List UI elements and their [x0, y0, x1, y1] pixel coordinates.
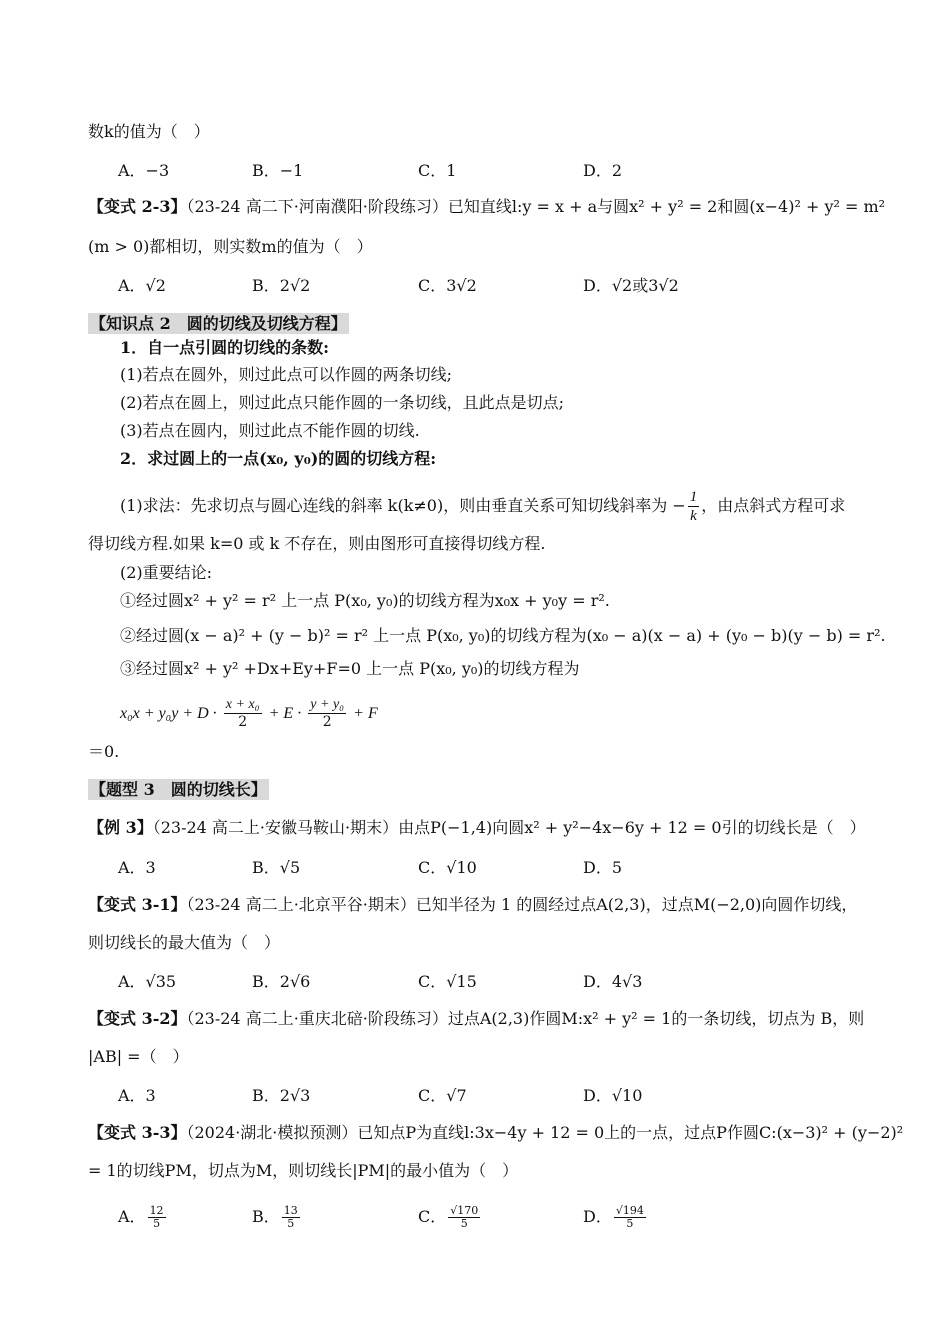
- option-fraction: [614, 1205, 646, 1230]
- option-a: A．3: [118, 858, 156, 877]
- option-a: A．√35: [118, 972, 177, 991]
- option-d: [583, 1202, 648, 1232]
- section-1-item-3: (3)若点在圆内，则过此点不能作圆的切线.: [120, 421, 420, 440]
- fraction-numerator: 1: [689, 489, 698, 505]
- option-c: C．1: [418, 161, 457, 180]
- option-b: [252, 1202, 302, 1232]
- option-b: B．2√6: [252, 972, 311, 991]
- fraction-numerator: y + y₀: [310, 697, 345, 712]
- option-a: A．3: [118, 1086, 156, 1105]
- option-a: [118, 1202, 168, 1232]
- conclusion-2: ②经过圆(x − a)² + (y − b)² = r² 上一点 P(x₀, y₀)的切线方程为(x₀ − a)(x − a) + (y₀ − b)(y − b) = r².: [120, 626, 886, 645]
- formula-end: ＝0.: [88, 742, 120, 761]
- option-d: D．√2或3√2: [583, 276, 679, 295]
- method-text-a: (1)求法：先求切点与圆心连线的斜率 k(k≠0)，则由垂直关系可知切线斜率为 −: [120, 496, 686, 515]
- variant-text: （23-24 高二上·北京平谷·期末）已知半径为 1 的圆经过点A(2,3)，过点M(−2,0)向圆作切线，: [186, 895, 858, 914]
- variant-text: （2024·湖北·模拟预测）已知点P为直线l:3x−4y + 12 = 0上的一点，过点P作圆C:(x−3)² + (y−2)²: [186, 1123, 904, 1142]
- option-a: A．−3: [118, 161, 170, 180]
- variant-3-3-line1: [88, 1122, 903, 1144]
- fraction-denominator: 2: [238, 714, 248, 730]
- option-a: A．√2: [118, 276, 166, 295]
- options-row-2-3: [118, 275, 818, 297]
- slope-fraction: [688, 488, 700, 525]
- options-row-3-2: [118, 1085, 818, 1107]
- options-row-3-3: [118, 1202, 818, 1232]
- variant-2-3-line2: (m > 0)都相切，则实数m的值为（ ）: [88, 237, 373, 256]
- variant-2-3-line1: [88, 196, 885, 218]
- question-type-heading: [88, 779, 269, 801]
- variant-3-2-line2: |AB| =（ ）: [88, 1047, 189, 1066]
- conclusion-3: ③经过圆x² + y² +Dx+Ey+F=0 上一点 P(x₀, y₀)的切线方程为: [120, 659, 580, 678]
- option-c: C．√7: [418, 1086, 467, 1105]
- variant-tag: 【变式 3-3】: [88, 1123, 187, 1142]
- variant-tag: 【变式 3-2】: [88, 1009, 187, 1028]
- option-fraction: [282, 1205, 300, 1230]
- fraction-denominator: k: [690, 508, 697, 524]
- option-d: D．2: [583, 161, 623, 180]
- option-c: C．3√2: [418, 276, 477, 295]
- options-row-ex3: [118, 857, 818, 879]
- option-c: [418, 1202, 482, 1232]
- knowledge-point-heading: [88, 313, 349, 335]
- option-d: D．√10: [583, 1086, 643, 1105]
- example-3-line1: [88, 817, 866, 839]
- conclusion-title: (2)重要结论:: [120, 563, 213, 582]
- option-c: C．√10: [418, 858, 477, 877]
- section-1-item-1: (1)若点在圆外，则过此点可以作圆的两条切线;: [120, 365, 453, 384]
- variant-3-1-line2: 则切线长的最大值为（ ）: [88, 933, 281, 952]
- option-letter: A．: [118, 1207, 146, 1226]
- formula-part-c: + F: [353, 705, 378, 722]
- formula-part-a: x₀x + y₀y + D ·: [120, 705, 217, 722]
- section-1-item-2: (2)若点在圆上，则过此点只能作圆的一条切线，且此点是切点;: [120, 393, 565, 412]
- variant-3-1-line1: [88, 894, 857, 916]
- variant-tag: 【变式 3-1】: [88, 895, 187, 914]
- knowledge-point-title: 【知识点 2 圆的切线及切线方程】: [90, 314, 347, 333]
- fraction-denominator: 5: [626, 1217, 634, 1230]
- example-text: （23-24 高二上·安徽马鞍山·期末）由点P(−1,4)向圆x² + y²−4x−6y + 12 = 0引的切线长是（ ）: [152, 818, 866, 837]
- example-tag: 【例 3】: [88, 818, 153, 837]
- fraction-numerator: √194: [615, 1204, 644, 1217]
- tangent-formula: [120, 696, 378, 731]
- question-type-title: 【题型 3 圆的切线长】: [90, 780, 267, 799]
- option-c: C．√15: [418, 972, 477, 991]
- fraction-denominator: 5: [287, 1217, 295, 1230]
- variant-tag: 【变式 2-3】: [88, 197, 187, 216]
- formula-fraction-x: [224, 696, 262, 731]
- method-text-b: ，由点斜式方程可求: [701, 496, 846, 515]
- fraction-numerator: √170: [450, 1204, 479, 1217]
- variant-3-2-line1: [88, 1008, 864, 1030]
- formula-part-b: + E ·: [268, 705, 302, 722]
- fraction-denominator: 2: [322, 714, 332, 730]
- option-fraction: [448, 1205, 480, 1230]
- variant-3-3-line2: = 1的切线PM，切点为M，则切线长|PM|的最小值为（ ）: [88, 1161, 519, 1180]
- option-d: D．4√3: [583, 972, 643, 991]
- method-line: [120, 488, 845, 525]
- option-b: B．−1: [252, 161, 304, 180]
- variant-text: （23-24 高二上·重庆北碚·阶段练习）过点A(2,3)作圆M:x² + y² = 1的一条切线，切点为 B，则: [186, 1009, 865, 1028]
- fraction-denominator: 5: [153, 1217, 161, 1230]
- option-fraction: [148, 1205, 166, 1230]
- option-b: B．2√2: [252, 276, 311, 295]
- fraction-numerator: x + x₀: [225, 697, 260, 712]
- option-letter: C．: [418, 1207, 447, 1226]
- conclusion-1: ①经过圆x² + y² = r² 上一点 P(x₀, y₀)的切线方程为x₀x + y₀y = r².: [120, 591, 610, 610]
- question-stem-tail: 数k的值为（ ）: [88, 122, 210, 141]
- formula-fraction-y: [308, 696, 346, 731]
- variant-text: （23-24 高二下·河南濮阳·阶段练习）已知直线l:y = x + a与圆x² + y² = 2和圆(x−4)² + y² = m²: [186, 197, 886, 216]
- method-line-2: 得切线方程.如果 k=0 或 k 不存在，则由图形可直接得切线方程.: [88, 534, 546, 553]
- fraction-denominator: 5: [460, 1217, 468, 1230]
- fraction-numerator: 13: [283, 1204, 298, 1217]
- option-b: B．2√3: [252, 1086, 311, 1105]
- fraction-numerator: 12: [149, 1204, 164, 1217]
- option-letter: D．: [583, 1207, 612, 1226]
- section-2-title: 2．求过圆上的一点(x₀, y₀)的圆的切线方程:: [120, 449, 437, 468]
- option-letter: B．: [252, 1207, 280, 1226]
- option-b: B．√5: [252, 858, 301, 877]
- options-row-prev: [118, 160, 818, 182]
- section-1-title: 1．自一点引圆的切线的条数:: [120, 338, 330, 357]
- option-d: D．5: [583, 858, 623, 877]
- options-row-3-1: [118, 971, 818, 993]
